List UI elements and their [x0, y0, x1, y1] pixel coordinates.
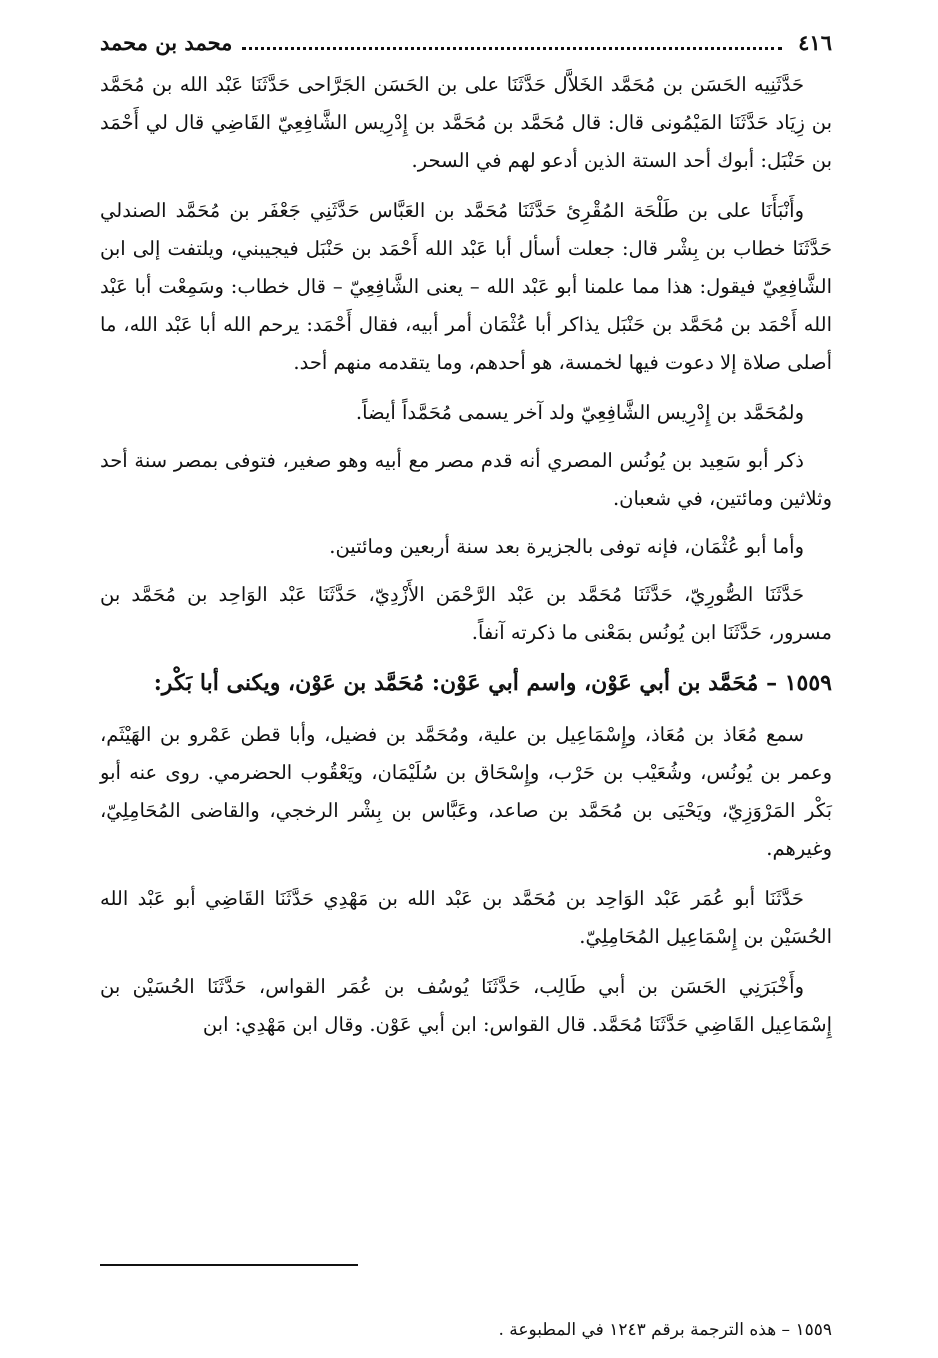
paragraph: وأَخْبَرَنِي الحَسَن بن أبي طَالِب، حَدَّثَنَا يُوسُف بن عُمَر القواس، حَدَّثَنَا الحُسَيْن بن إِسْمَاعِيل القَاضِي حَدَّثَنَا مُحَمَّد. قال القواس: ابن أبي عَوْن. وقال ابن مَهْدِي: ابن — [100, 975, 832, 1036]
book-page — [100, 28, 832, 1340]
paragraph: ذكر أبو سَعِيد بن يُونُس المصري أنه قدم مصر مع أبيه وهو صغير، فتوفى بمصر سنة أحد وثلاثين ومائتين، في شعبان. — [100, 449, 832, 510]
paragraph: وأما أبو عُثْمَان، فإنه توفى بالجزيرة بعد سنة أربعين ومائتين. — [329, 535, 804, 558]
paragraph: حَدَّثَنِيه الحَسَن بن مُحَمَّد الخَلاَّل حَدَّثَنَا على بن الحَسَن الجَرَّاحى حَدَّثَنَا عَبْد الله بن مُحَمَّد بن زِيَاد حَدَّثَنَا المَيْمُونى قال: قال مُحَمَّد بن مُحَمَّد بن إِدْرِيس الشَّافِعِيّ القَاضِي قال لي أَحْمَد بن حَنْبَل: أبوك أحد الستة الذين أدعو لهم في السحر. — [100, 73, 832, 172]
footnote: ١٥٥٩ – هذه الترجمة برقم ١٢٤٣ في المطبوعة . — [498, 1320, 832, 1340]
main-text — [100, 66, 832, 1044]
header-leader-dots — [242, 47, 782, 50]
paragraph: ولمُحَمَّد بن إِدْرِيس الشَّافِعِيّ ولد آخر يسمى مُحَمَّداً أيضاً. — [355, 401, 804, 424]
paragraph: حَدَّثَنَا الصُّورِيّ، حَدَّثَنَا مُحَمَّد بن عَبْد الرَّحْمَن الأَزْدِيّ، حَدَّثَنَا عَبْد الوَاحِد بن مُحَمَّد بن مسرور، حَدَّثَنَا ابن يُونُس بمَعْنى ما ذكرته آنفاً. — [100, 583, 832, 644]
page-header — [100, 28, 832, 58]
paragraph: حَدَّثَنَا أبو عُمَر عَبْد الوَاحِد بن مُحَمَّد بن عَبْد الله بن مَهْدِي حَدَّثَنَا القَاضِي أبو عَبْد الله الحُسَيْن بن إِسْمَاعِيل المُحَامِلِيّ. — [100, 887, 832, 948]
page-number: ٤١٦ — [798, 30, 832, 55]
running-title: محمد بن محمد — [100, 30, 233, 55]
entry-heading: ١٥٥٩ – مُحَمَّد بن أبي عَوْن، واسم أبي عَوْن: مُحَمَّد بن عَوْن، ويكنى أبا بَكْر: — [153, 670, 832, 696]
paragraph: وأَنْبَأَنَا على بن طَلْحَة المُقْرِئ حَدَّثَنَا مُحَمَّد بن العَبَّاس حَدَّثَنِي جَعْفَر بن مُحَمَّد الصندلي حَدَّثَنَا خطاب بن بِشْر قال: جعلت أسأل أبا عَبْد الله أَحْمَد بن حَنْبَل فيجيبني، ويلتفت إلى ابن الشَّافِعِيّ فيقول: هذا مما علمنا أبو عَبْد الله – يعنى الشَّافِعِيّ – قال خطاب: وسَمِعْت أبا عَبْد الله أَحْمَد بن مُحَمَّد بن حَنْبَل يذاكر أبا عُثْمَان أمر أبيه، فقال أَحْمَد: يرحم الله أبا عَبْد الله، ما أصلى صلاة إلا دعوت فيها لخمسة، هو أحدهم، وما يتقدمه منهم أحد. — [100, 199, 832, 374]
footnote-divider — [100, 1264, 358, 1266]
paragraph: سمع مُعَاذ بن مُعَاذ، وإِسْمَاعِيل بن علية، ومُحَمَّد بن فضيل، وأبا قطن عَمْرو بن الهَيْثَم، وعمر بن يُونُس، وشُعَيْب بن حَرْب، وإِسْحَاق بن سُلَيْمَان، ويَعْقُوب الحضرمي. روى عنه أبو بَكْر المَرْوَزِيّ، ويَحْيَى بن مُحَمَّد بن صاعد، وعَبَّاس بن بِشْر الرخجي، والقاضى المُحَامِلِيّ، وغيرهم. — [100, 723, 832, 860]
